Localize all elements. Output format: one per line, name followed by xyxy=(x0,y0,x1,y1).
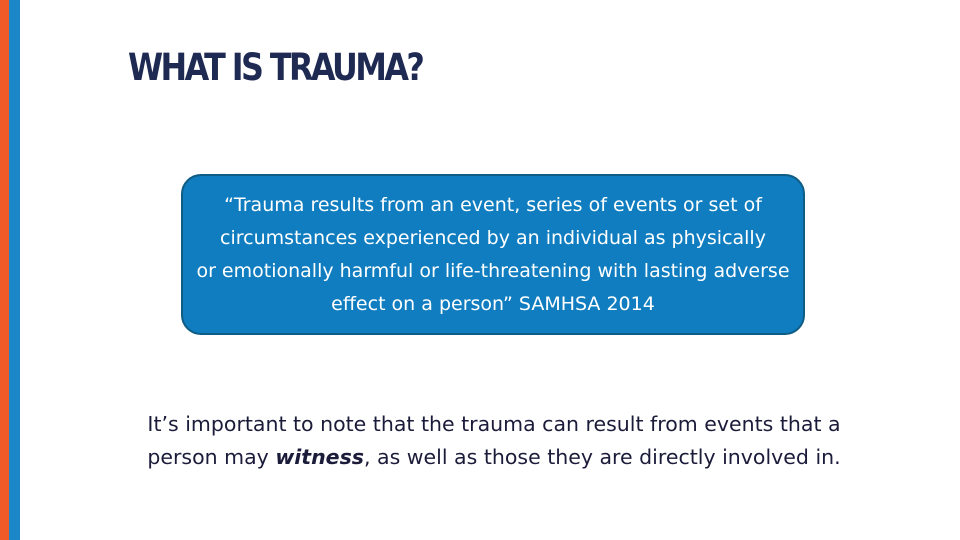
emphasis-witness: witness xyxy=(275,445,364,469)
quote-line: or emotionally harmful or life-threatening with lasting adverse xyxy=(196,259,790,282)
quote-text xyxy=(181,189,805,321)
note-line: It’s important to note that the trauma can result from events that a xyxy=(147,412,841,436)
note-text: person may xyxy=(147,445,276,469)
note-line xyxy=(0,441,960,474)
quote-box xyxy=(181,174,805,335)
slide-title: WHAT IS TRAUMA? xyxy=(128,46,423,89)
quote-line: “Trauma results from an event, series of events or set of xyxy=(224,193,762,216)
note-text: , as well as those they are directly involved in. xyxy=(363,445,841,469)
quote-line: effect on a person” SAMHSA 2014 xyxy=(331,292,655,315)
quote-line: circumstances experienced by an individual as physically xyxy=(220,226,766,249)
note-paragraph xyxy=(0,408,960,474)
